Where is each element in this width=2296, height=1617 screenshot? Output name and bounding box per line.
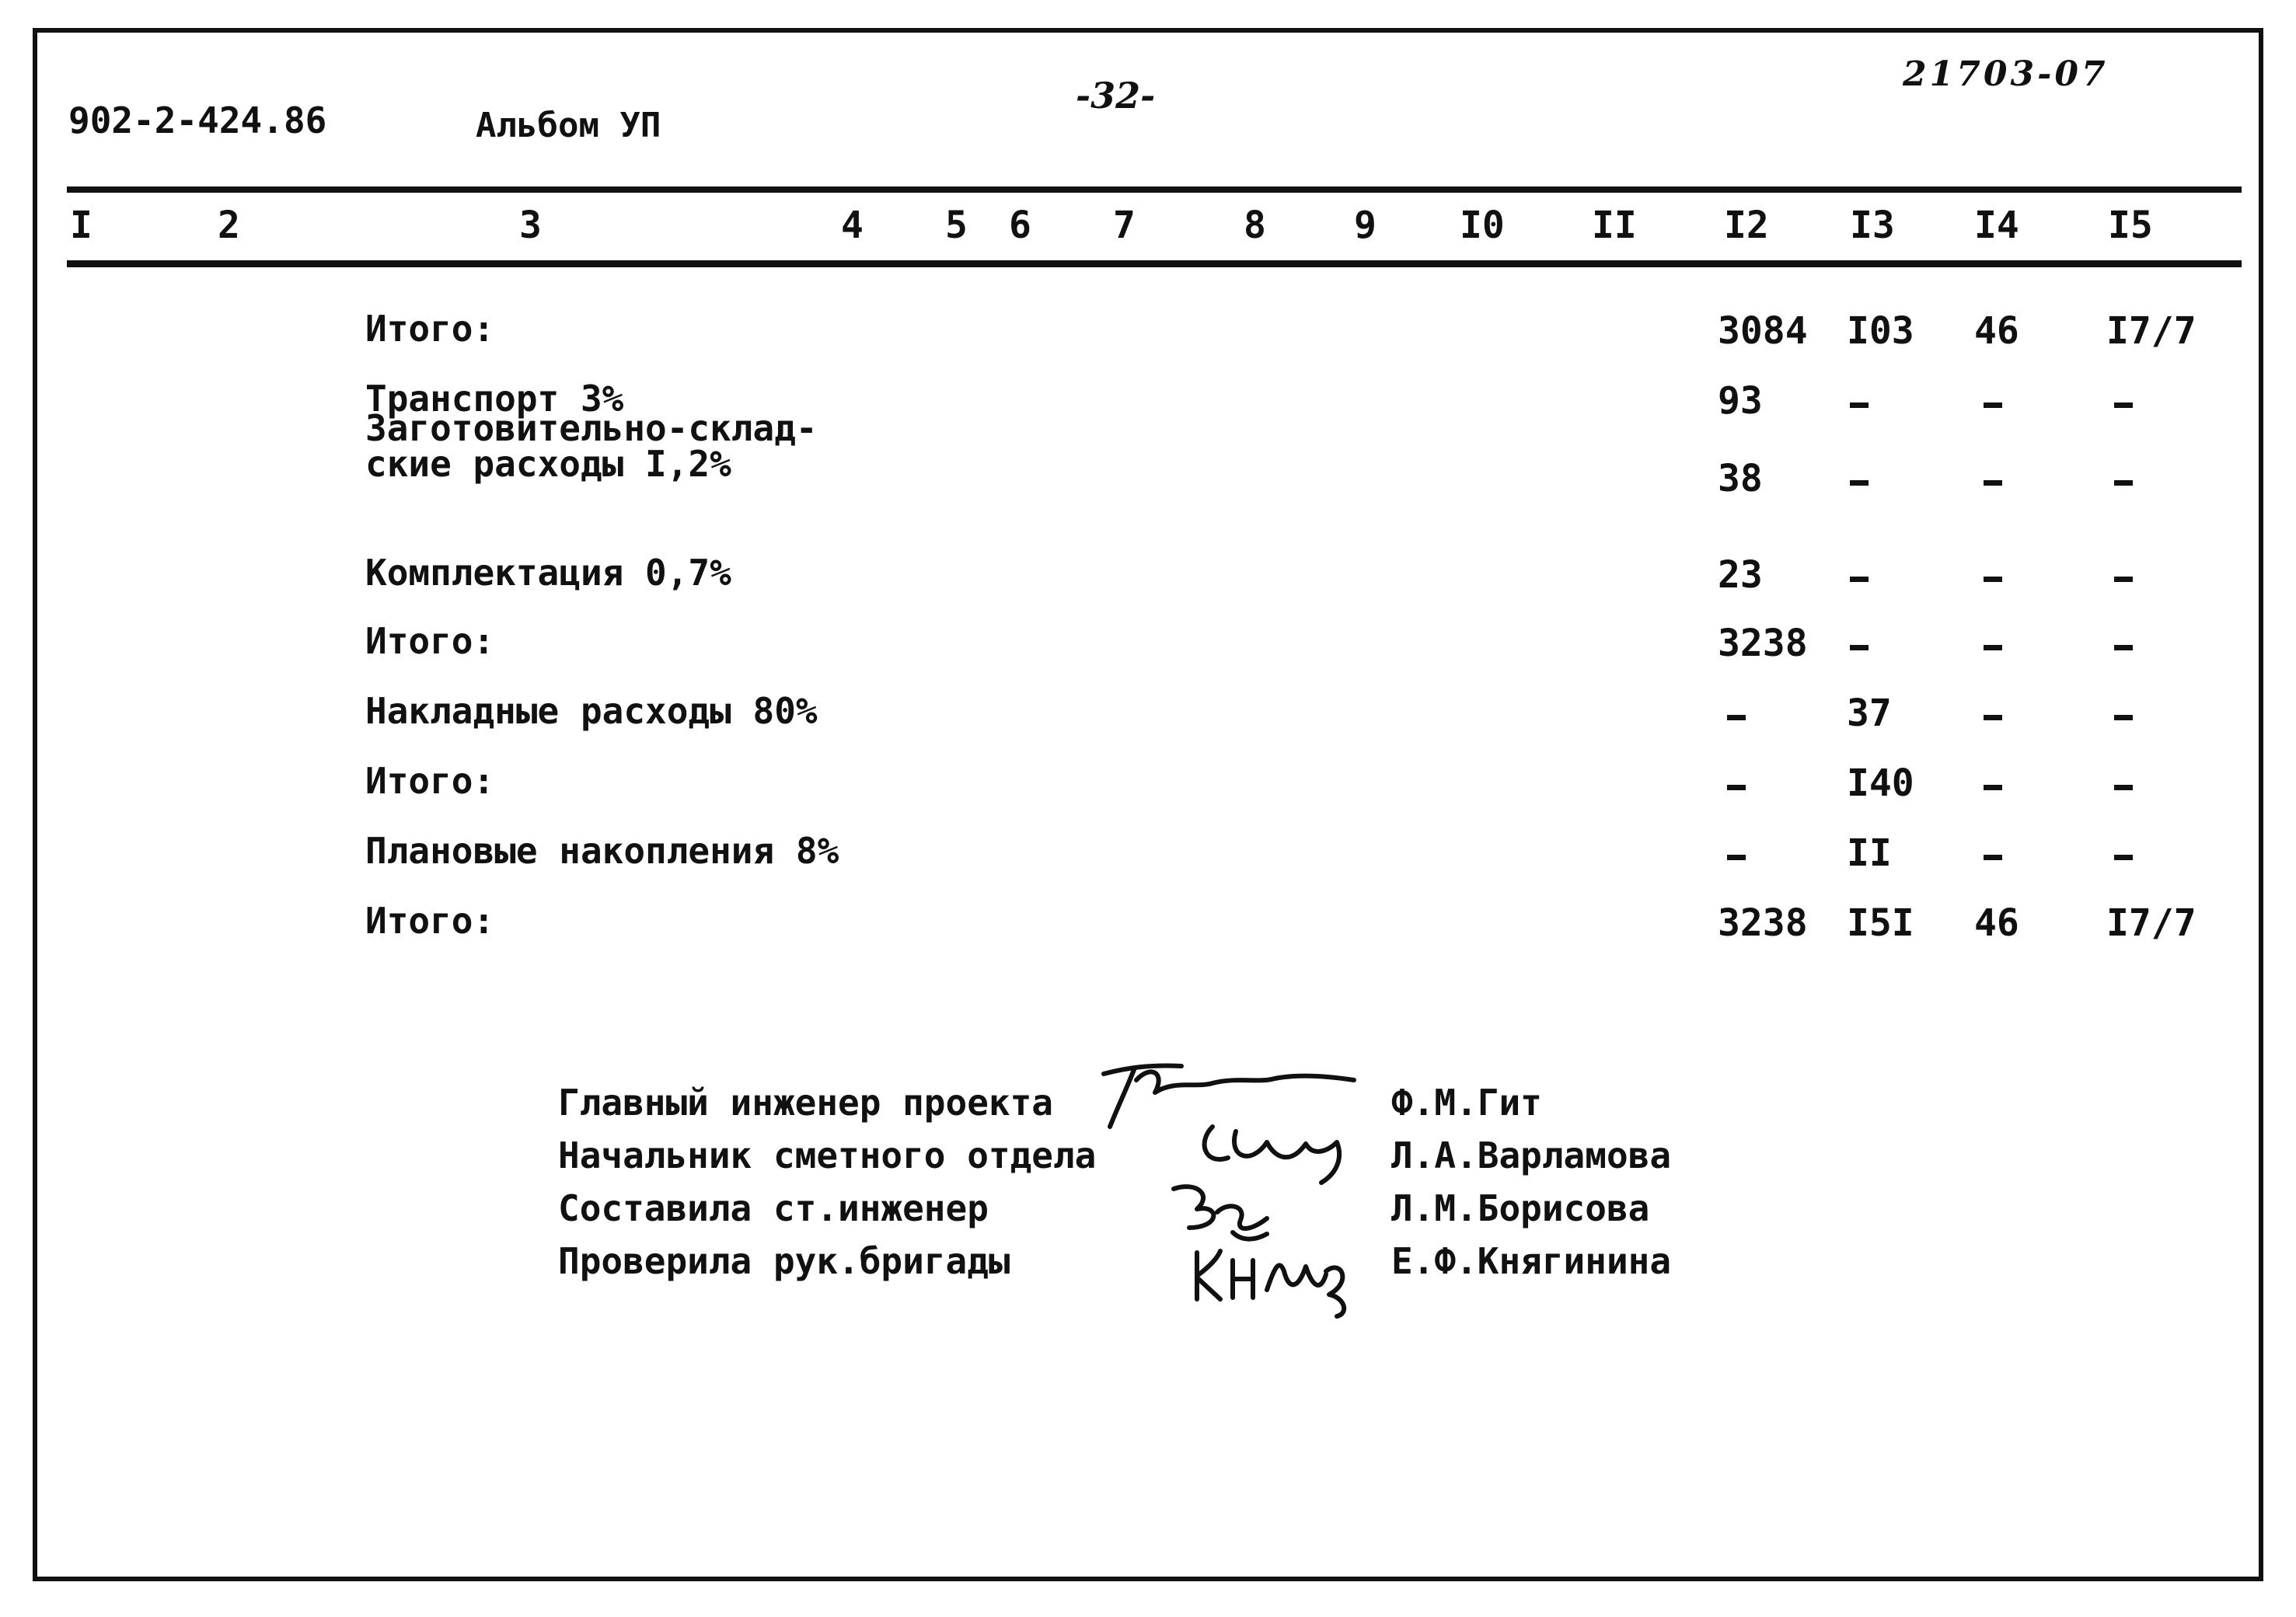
- column-number: I2: [1724, 204, 1769, 247]
- cell-value-c12: 23: [1718, 553, 1763, 597]
- signature-role: Проверила рук.бригады: [558, 1240, 1010, 1282]
- dash-mark: [2114, 645, 2133, 650]
- inventory-number: 21703-07: [1903, 54, 2109, 94]
- row-label: Плановые накопления 8%: [365, 830, 839, 872]
- cell-value-c12: 3238: [1718, 901, 1808, 945]
- column-number: 8: [1244, 204, 1266, 247]
- cell-value-c14: 46: [1974, 901, 2019, 945]
- column-number: 9: [1354, 204, 1377, 247]
- cell-value-c12: 93: [1718, 379, 1763, 423]
- signature-name: Л.М.Борисова: [1391, 1187, 1650, 1229]
- dash-mark: [2114, 403, 2133, 408]
- dash-mark: [2114, 480, 2133, 486]
- dash-mark: [1850, 645, 1869, 650]
- signature-role: Главный инженер проекта: [558, 1082, 1053, 1124]
- dash-mark: [1984, 577, 2002, 582]
- dash-mark: [1984, 645, 2002, 650]
- page-number: -32-: [1076, 75, 1156, 117]
- row-label: Итого:: [365, 760, 495, 802]
- column-number: 7: [1113, 204, 1136, 247]
- table-row: [0, 831, 2296, 886]
- signature-role: Составила ст.инженер: [558, 1187, 989, 1229]
- table-row: [0, 692, 2296, 746]
- dash-mark: [1727, 785, 1746, 790]
- dash-mark: [1984, 715, 2002, 720]
- column-number: 6: [1009, 204, 1031, 247]
- header-top-rule: [67, 186, 2242, 193]
- table-row: [0, 379, 2296, 434]
- document-code: 902-2-424.86: [68, 99, 327, 141]
- column-number: 4: [841, 204, 864, 247]
- cell-value-c12: 3084: [1718, 309, 1808, 353]
- signature-name: Ф.М.Гит: [1391, 1082, 1542, 1124]
- header-bottom-rule: [67, 260, 2242, 267]
- dash-mark: [1984, 855, 2002, 860]
- dash-mark: [1984, 403, 2002, 408]
- cell-value-c15: I7/7: [2106, 901, 2197, 945]
- dash-mark: [1984, 785, 2002, 790]
- signature-name: Е.Ф.Княгинина: [1391, 1240, 1672, 1282]
- row-label: Итого:: [365, 308, 495, 350]
- column-number: 2: [218, 204, 240, 247]
- table-row: [0, 553, 2296, 608]
- column-number: 5: [945, 204, 968, 247]
- row-label: Заготовительно-склад- ские расходы I,2%: [365, 407, 818, 485]
- signature-mark-3: [1174, 1187, 1267, 1239]
- signature-mark-2: [1205, 1127, 1339, 1183]
- column-number: I0: [1460, 204, 1505, 247]
- dash-mark: [2114, 855, 2133, 860]
- table-row: [0, 901, 2296, 956]
- dash-mark: [1850, 577, 1869, 582]
- signature-name: Л.А.Варламова: [1391, 1134, 1672, 1176]
- dash-mark: [1850, 403, 1869, 408]
- column-number: I: [70, 204, 92, 247]
- table-row: [0, 309, 2296, 364]
- signature-mark-4: [1197, 1251, 1344, 1316]
- table-row: [0, 761, 2296, 816]
- dash-mark: [2114, 577, 2133, 582]
- signature-mark-1: [1104, 1065, 1354, 1127]
- cell-value-c13: I40: [1847, 761, 1914, 805]
- cell-value-c13: I03: [1847, 309, 1914, 353]
- cell-value-c13: 37: [1847, 692, 1892, 735]
- column-number: I5: [2108, 204, 2153, 247]
- handwritten-signatures: [1080, 1057, 1391, 1321]
- dash-mark: [1984, 480, 2002, 486]
- column-number: 3: [519, 204, 542, 247]
- dash-mark: [2114, 785, 2133, 790]
- album-title: Альбом УП: [476, 106, 661, 145]
- signature-role: Начальник сметного отдела: [558, 1134, 1097, 1176]
- table-row: [0, 622, 2296, 676]
- cell-value-c13: II: [1847, 831, 1892, 875]
- column-number: I4: [1974, 204, 2019, 247]
- row-label: Транспорт 3%: [365, 378, 624, 420]
- dash-mark: [1850, 480, 1869, 486]
- cell-value-c12: 3238: [1718, 622, 1808, 665]
- row-label: Итого:: [365, 900, 495, 942]
- row-label: Накладные расходы 80%: [365, 690, 818, 732]
- column-number: II: [1592, 204, 1637, 247]
- cell-value-c15: I7/7: [2106, 309, 2197, 353]
- cell-value-c12: 38: [1718, 457, 1763, 500]
- dash-mark: [2114, 715, 2133, 720]
- dash-mark: [1727, 855, 1746, 860]
- cell-value-c13: I5I: [1847, 901, 1914, 945]
- cell-value-c14: 46: [1974, 309, 2019, 353]
- column-number: I3: [1850, 204, 1895, 247]
- row-label: Комплектация 0,7%: [365, 552, 731, 594]
- row-label: Итого:: [365, 620, 495, 662]
- table-row: [0, 407, 2296, 511]
- dash-mark: [1727, 715, 1746, 720]
